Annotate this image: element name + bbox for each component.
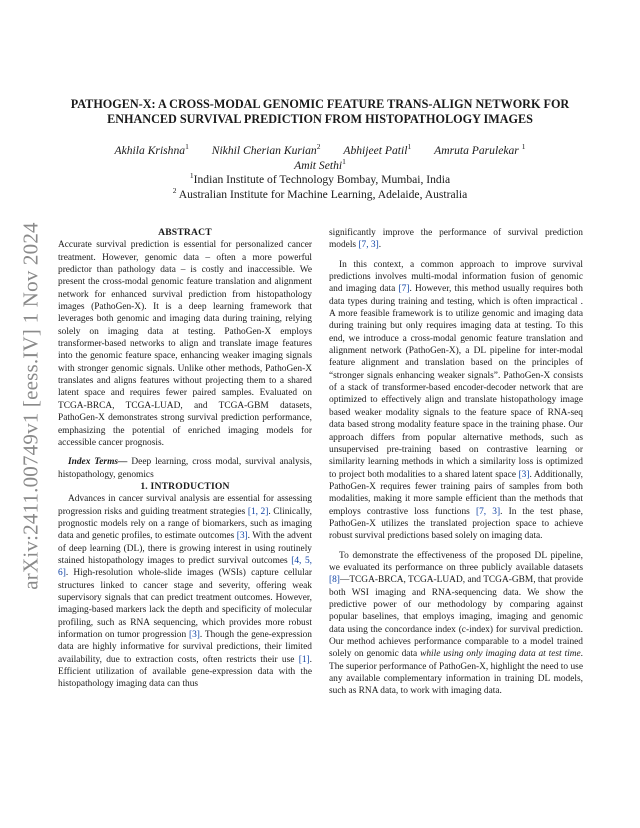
index-terms-label: Index Terms— <box>68 457 128 468</box>
citation-link[interactable]: [1] <box>298 654 310 665</box>
author-name: Amit Sethi <box>294 159 343 172</box>
text-run: . Efficient utilization of available gene-expression data with the histopathology imaging data can thus <box>58 654 312 690</box>
text-run: . <box>378 240 382 251</box>
author-affiliation-mark: 1 <box>342 157 346 167</box>
text-run: —TCGA-BRCA, TCGA-LUAD, and TCGA-GBM, that provide both WSI imaging and RNA-sequencing data. We show the predictive power of our methodology by comparing against popular baselines, that employs imaging, imaging and genomic data using the concordance index (c-index) for survival prediction. Our method achieves performance comparable to a model trained solely on genomic data <box>329 575 583 660</box>
author-name: Nikhil Cherian Kurian <box>211 144 317 157</box>
index-terms-text: Deep learning, cross modal, survival analysis, histopathology, genomics <box>58 457 312 480</box>
left-column <box>58 227 312 691</box>
citation-link[interactable]: [7, 3] <box>475 506 501 517</box>
text-run: . High-resolution whole-slide images (WSIs) capture cellular structures linked to cancer stage and severity, offering weak supervisory signals that can predict treatment outcomes. However, imaging-based markers lack the depth and specificity of molecular profiling, such as RNA sequencing, which provides more robust information on tumor progression <box>58 568 312 640</box>
text-run: . With the advent of deep learning (DL), there is growing interest in using routinely stained histopathology images to predict survival outcomes <box>58 531 312 566</box>
text-run: . The superior performance of PathoGen-X, highlight the need to use any available complementary information in training DL models, such as RNA data, to work with imaging data. <box>329 649 583 697</box>
index-terms <box>58 456 312 481</box>
author-affiliation-mark: 1 <box>407 142 412 152</box>
text-run: significantly improve the performance of survival prediction models <box>329 228 583 251</box>
affiliation <box>58 172 582 187</box>
arxiv-identifier[interactable]: arXiv:2411.00749v1 [eess.IV] 1 Nov 2024 <box>18 222 43 590</box>
citation-link[interactable]: [4, 5, 6] <box>58 555 312 579</box>
author-line <box>58 143 582 158</box>
title-line: PATHOGEN-X: A CROSS-MODAL GENOMIC FEATURE TRANS-ALIGN NETWORK FOR <box>70 97 570 111</box>
affiliation <box>58 187 582 202</box>
text-run: To demonstrate the effectiveness of the proposed DL pipeline, we evaluated its performance on three publicly available datasets <box>329 550 583 573</box>
right-column <box>329 227 583 698</box>
abstract-text: Accurate survival prediction is essential for personalized cancer treatment. However, genomic data – often a more powerful predictor than pathology data – is costly and inaccessible. We present the cross-modal genomic feature translation and alignment network for enhanced survival prediction from histopathology images (PathoGen-X). It is a deep learning framework that leverages both genomic and imaging data during training, relying solely on imaging data at testing. PathoGen-X employs transformer-based networks to align and translate image features into the genomic feature space, enhancing weaker imaging signals with stronger genomic signals. Unlike other methods, PathoGen-X translates and aligns features without projecting them to a shared latent space and requires fewer paired samples. Evaluated on TCGA-BRCA, TCGA-LUAD, and TCGA-GBM datasets, PathoGen-X demonstrates strong survival prediction performance, emphasizing the potential of enriched imaging models for accessible cancer prognosis. <box>58 240 312 448</box>
intro-paragraph-3 <box>329 550 583 698</box>
section-heading-introduction: 1. INTRODUCTION <box>140 480 230 492</box>
citation-link[interactable]: [7, 3] <box>358 240 379 251</box>
affiliation-mark: 2 <box>172 186 177 196</box>
author-name: Amruta Parulekar <box>434 144 519 157</box>
author-affiliation-mark: 1 <box>185 142 189 152</box>
affiliation-mark: 1 <box>189 171 194 181</box>
affiliation-text: Indian Institute of Technology Bombay, Mumbai, India <box>193 173 451 186</box>
author-affiliation-mark: 2 <box>316 142 321 152</box>
intro-paragraph-2 <box>329 259 583 543</box>
author-list <box>58 143 582 173</box>
citation-link[interactable]: [7] <box>398 284 410 295</box>
text-run: . Additionally, PathoGen-X requires fewer training pairs of samples from both modalities, making it more sample efficient than the methods that employs contrastive loss functions <box>329 469 584 517</box>
citation-link[interactable]: [8] <box>329 575 340 586</box>
citation-link[interactable]: [3] <box>518 469 530 480</box>
author-line <box>58 158 582 173</box>
text-run: Advances in cancer survival analysis are essential for assessing progression risks and guiding treatment strategies <box>58 494 312 517</box>
arxiv-sidebar <box>18 216 44 596</box>
intro-paragraph-1 <box>58 493 312 691</box>
text-run: . Though the gene-expression data are highly informative for survival predictions, their limited availability, due to extraction costs, often restricts their use <box>58 630 312 665</box>
affiliation-text: Australian Institute for Machine Learning, Adelaide, Australia <box>178 188 468 201</box>
affiliation-list <box>58 172 582 202</box>
author-name: Abhijeet Patil <box>343 144 408 157</box>
text-run: In this context, a common approach to improve survival predictions involves multi-modal information fusion of genomic and imaging data <box>329 259 583 295</box>
citation-link[interactable]: [1, 2] <box>247 506 269 517</box>
author-name: Akhila Krishna <box>114 144 186 157</box>
citation-link[interactable]: [3] <box>188 630 200 640</box>
abstract-heading: ABSTRACT <box>158 227 212 238</box>
text-run: . In the test phase, PathoGen-X utilizes the translated projection space to achieve robust survival predictions based solely on imaging data. <box>329 506 583 542</box>
citation-link[interactable]: [3] <box>236 531 248 542</box>
intro-paragraph-1-continued <box>329 227 583 252</box>
text-run: . However, this method usually requires both data types during training and testing, which is often impractical . A more feasible framework is to utilize genomic and imaging data during training but only requires imaging data at testing. To this end, we introduce a cross-modal genomic feature translation and alignment network (PathoGen-X), a DL pipeline for inter-modal feature alignment and translation based on the principles of “stronger signals enhancing weaker signals”. PathoGen-X consists of a stack of transformer-based encoder-decoder network that are optimized to effectively align and translate histopathology image based weaker modality signals to the feature space of RNA-seq data based strong modality feature space in the training phase. Our approach differs from popular alternative methods, such as unsupervised pre-training based on contrastive learning or similarity learning methods in which a similarity loss is optimized to project both modalities to a shared latent space <box>329 284 583 480</box>
title-line: ENHANCED SURVIVAL PREDICTION FROM HISTOPATHOLOGY IMAGES <box>107 112 533 126</box>
text-run: . Clinically, prognostic models rely on a range of biomarkers, such as imaging data and genetic profiles, to estimate outcomes <box>58 506 312 542</box>
author-affiliation-mark: 1 <box>521 142 526 152</box>
emphasized-text: while using only imaging data at test time <box>420 649 581 660</box>
paper-title <box>58 97 582 127</box>
